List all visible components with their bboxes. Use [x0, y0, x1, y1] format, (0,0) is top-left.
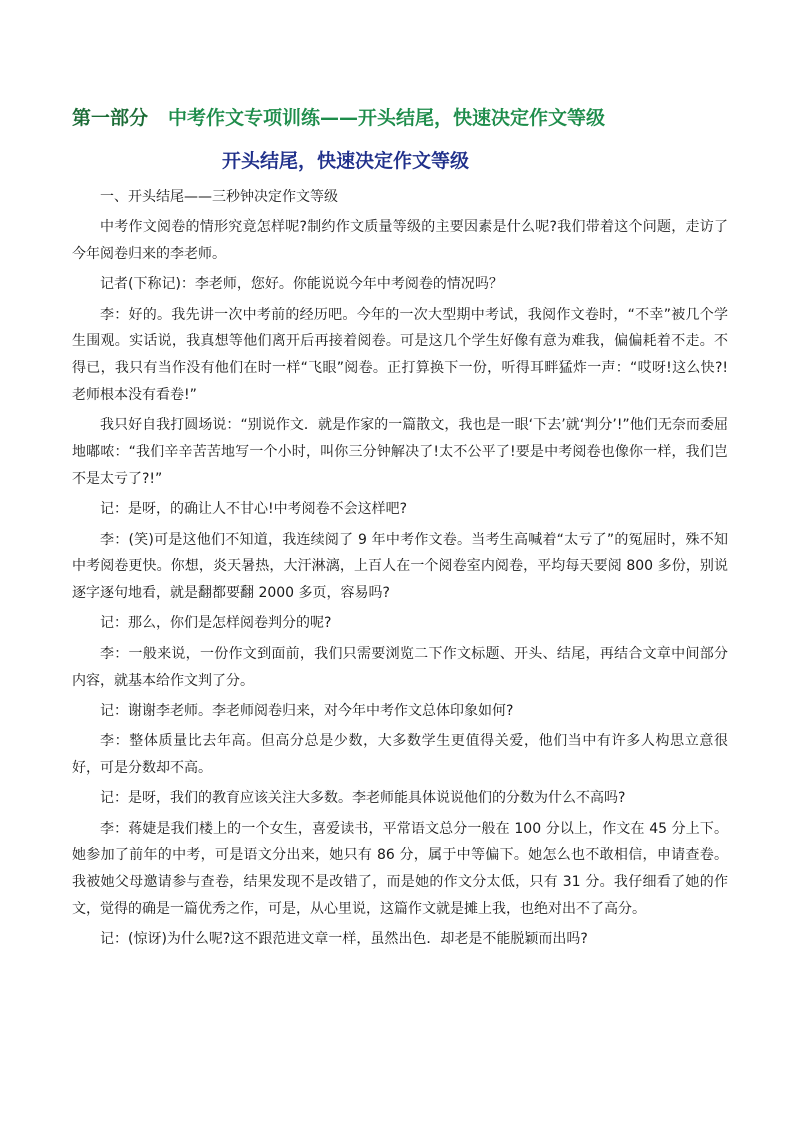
paragraph: 李：整体质量比去年高。但高分总是少数，大多数学生更值得关爱，他们当中有许多人构思立意很好，可是分数却不高。 — [72, 733, 728, 776]
paragraph: 李：好的。我先讲一次中考前的经历吧。今年的一次大型期中考试，我阅作文卷时，“不幸”被几个学生围观。实话说，我真想等他们离开后再接着阅卷。可是这几个学生好像有意为难我，偏偏耗着不走。不得已，我只有当作没有他们在时一样“飞眼”阅卷。正打算换下一份，听得耳畔猛炸一声：“哎呀!这么快?!老师根本没有看卷!” — [72, 306, 728, 404]
paragraph: 记：是呀，我们的教育应该关注大多数。李老师能具体说说他们的分数为什么不高吗? — [100, 790, 626, 807]
heading-title: 中考作文专项训练——开头结尾，快速决定作文等级 — [168, 107, 606, 129]
paragraph: 我只好自我打圆场说：“别说作文．就是作家的一篇散文，我也是一眼‘下去’就‘判分’!”他们无奈而委屈地嘟哝：“我们辛辛苦苦地写一个小时，叫你三分钟解决了!太不公平了!要是中考阅卷也像你一样，我们岂不是太亏了?!” — [72, 417, 728, 487]
paragraph: 记：是呀，的确让人不甘心!中考阅卷不会这样吧? — [100, 501, 408, 518]
paragraph: 记：谢谢李老师。李老师阅卷归来，对今年中考作文总体印象如何? — [100, 702, 514, 719]
paragraph: 李：(笑)可是这他们不知道，我连续阅了 9 年中考作文卷。当考生高喊着“太亏了”的冤屈时，殊不知中考阅卷更快。你想，炎天暑热，大汗淋漓，上百人在一个阅卷室内阅卷，平均每天要阅 800 多份，别说逐字逐句地看，就是翻都要翻 2000 多页，容易吗? — [72, 531, 728, 602]
paragraph: 记：(惊讶)为什么呢?这不跟范进文章一样，虽然出色．却老是不能脱颖而出吗? — [100, 931, 588, 948]
paragraph: 记者(下称记)：李老师，您好。你能说说今年中考阅卷的情况吗？ — [100, 276, 503, 293]
part-label: 第一部分 — [72, 107, 149, 129]
main-heading — [72, 104, 732, 132]
paragraph: 李：一般来说，一份作文到面前，我们只需要浏览二下作文标题、开头、结尾，再结合文章中间部分内容，就基本给作文判了分。 — [72, 645, 728, 689]
paragraph: 记：那么，你们是怎样阅卷判分的呢? — [100, 615, 332, 632]
subheading: 开头结尾，快速决定作文等级 — [222, 150, 470, 172]
article-body — [72, 184, 728, 957]
paragraph: 李：蒋婕是我们楼上的一个女生，喜爱读书，平常语文总分一般在 100 分以上，作文在 45 分上下。她参加了前年的中考，可是语文分出来，她只有 86 分，属于中等偏下。她怎么也不敢相信，申请查卷。我被她父母邀请参与查卷，结果发现不是改错了，而是她的作文分太低，只有 31 分。我仔细看了她的作文，觉得的确是一篇优秀之作，可是，从心里说，这篇作文就是摊上我，也绝对出不了高分。 — [72, 820, 728, 917]
section-title: 一、开头结尾——三秒钟决定作文等级 — [100, 189, 338, 205]
paragraph: 中考作文阅卷的情形究竟怎样呢?制约作文质量等级的主要因素是什么呢?我们带着这个问题，走访了今年阅卷归来的李老师。 — [72, 219, 728, 263]
